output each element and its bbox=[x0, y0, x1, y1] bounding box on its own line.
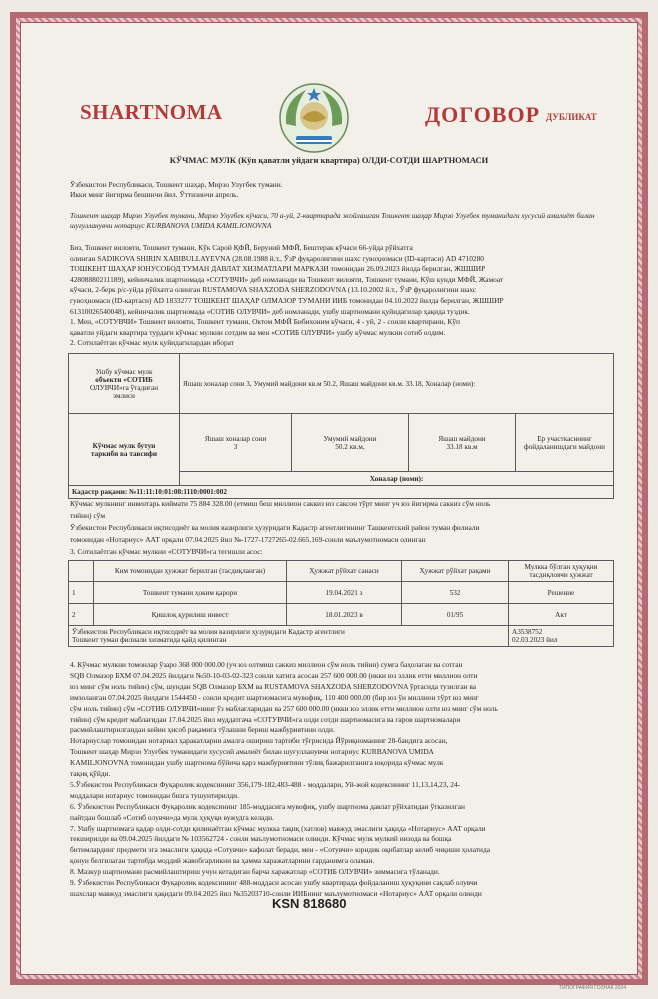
uzbekistan-emblem-icon bbox=[276, 80, 352, 156]
text-line: сўм ноль тийин) сўм «СОТИБ ОЛУВЧИ»нинг ўз маблағларидан ва 257 600 000.00 (икки юз эллик етти миллион олти юз минг сўм ноль bbox=[70, 703, 498, 713]
text-line: 9. Ўзбекистон Республикаси Фуқаролик кодексининг 488-моддаси асосан ушбу квартирада фойдаланиш ҳуқуқини сақлаб олувчи bbox=[70, 878, 478, 887]
title-latin: SHARTNOMA bbox=[80, 100, 223, 124]
text-line: 6. Ўзбекистон Республикаси Фуқаролик кодексининг 185-моддасига мувофиқ, ушбу шартнома давлат рўйхатидан ўтказилган bbox=[70, 801, 465, 811]
text-line: юз минг сўм ноль тийин) сўм, шундан SQB Олмазор БХМ ва RUSTAMOVA SHAXZODA SHERZODOVNA ўртасида тузилган ва bbox=[70, 681, 477, 691]
text-line: 5.Ўзбекистон Республикаси Фуқаролик кодексининг 356,179-182,483-488 - моддалари, Уй-жой кодексининг 11,13,14,23, 24- bbox=[70, 779, 461, 789]
basis-footer-row: Ўзбекистон Республикаси иқтисодиёт ва молия вазирлиги ҳузуридаги Кадастр агентлиги Тошкент туман филиали хизматида қайд қилинган A3538752 02.03.2023 йил bbox=[69, 626, 614, 647]
text-line: моддалари нотариус томонидан бизга тушунтирилди. bbox=[70, 790, 239, 800]
object-label-cell: Ушбу кўчмас мулк объекти «СОТИБ ОЛУВЧИ»га ўтадиган эмлиси bbox=[69, 354, 180, 414]
cadastre-number: Кадастр рақами: №11:11:10:01:08:1110:0001:002 bbox=[69, 486, 614, 499]
text-line: 4. Кўчмас мулкни томонлар ўзаро 368 000 000.00 (уч юз олтмиш саккиз миллион сўм ноль тийин) сумга баҳолаган ва сотган bbox=[70, 660, 463, 669]
text-line: 8. Мазкур шартномани расмийлаштириш учун кетадиган барча харажатлар «СОТИБ ОЛУВЧИ» зиммасига тўланади. bbox=[70, 867, 440, 877]
rooms-cell: Яшаш хоналар сони 3 bbox=[180, 414, 292, 472]
text-line: Кўчмас мулкнинг инвентарь киймати 75 884 328.00 (етмиш беш миллион саккиз юз саксон тўрт минг уч юз йигирма саккиз сўм ноль bbox=[70, 499, 491, 508]
intro-date: Икки минг йигирма бешинчи йил. Ўттизинчи апрель. bbox=[70, 190, 239, 199]
rooms-names: Хоналар (номи): bbox=[180, 472, 614, 486]
text-line: Ўзбекистон Республикаси иқтисодиёт ва молия вазирлиги ҳузуридаги Кадастр агентлигининг Ташкентский район туман филиали bbox=[70, 523, 480, 532]
text-line: текширилди ва 09.04.2025 йилдаги № 103562724 - сонли маълумотномаси олинди. Кўчмас мулк мулкий низода ва бошқа bbox=[70, 834, 452, 844]
text-line: қонун белгилаган тартибда моддий жавобгарликни ва ҳамма харажатларини гарданимга оламан. bbox=[70, 856, 375, 866]
basis-table bbox=[68, 560, 614, 647]
basis-header: Мулкка бўлган ҳуқуқни тасдиқловчи ҳужжат bbox=[509, 561, 614, 582]
text-line: 42808880211189), кейинчалик шартномада «СОТУВЧИ» деб номланади ва Тошкент вилояти, Тошкент тумани, Кўш кунди МФЙ, Жамоат bbox=[70, 274, 504, 284]
basis-header-num bbox=[69, 561, 94, 582]
text-line: шахслар мавжуд эмаслиги ҳақидаги 09.04.2025 йил №35203710-сонли ИИБнинг маълумотномаси «Нотариус» ААТ орқали олинди bbox=[70, 888, 482, 898]
total-area-cell: Умумий майдони 50.2 кв.м, bbox=[292, 414, 409, 472]
intro-place: Ўзбекистон Республикаси, Тошкент шаҳар, Мирзо Улуғбек тумани. bbox=[70, 180, 283, 189]
document-title: КЎЧМАС МУЛК (Кўп қаватли уйдаги квартира) ОЛДИ-СОТДИ ШАРТНОМАСИ bbox=[169, 155, 489, 165]
basis-header: Ҳужжат рўйхат санаси bbox=[287, 561, 402, 582]
text-line: битимлардинг предмети эга эмаслиги ҳақида «Сотувчи» кафолат беради, мен - «Сотувчи» юридик оқибатлар келиб чиқиши ҳолатида bbox=[70, 845, 491, 855]
title-cyrillic: ДОГОВОР bbox=[425, 102, 541, 127]
text-line: SQB Олмазор БХМ 07.04.2025 йилдаги №50-10-03-02-323 сонли хатига асосан 257 600 000.00 (икки юз эллик етти миллион олти bbox=[70, 670, 478, 680]
text-line: ТОШКЕНТ ШАҲАР ЮНУСОБОД ТУМАН ДАВЛАТ ХИЗМАТЛАРИ МАРКАЗИ томонидан 26.09.2023 йилда берилган, ЖШШИР bbox=[70, 264, 486, 274]
basis-header: Ким томонидан ҳужжат берилган (тасдиқланган) bbox=[94, 561, 287, 582]
text-line: Биз, Тошкент вилояти, Тошкент тумани, Кўк Сарой ҚФЙ, Беруний МФЙ, Бештерак кўчаси 66-уйда рўйхатга bbox=[70, 243, 413, 252]
text-line: томонидан «Нотариус» ААТ орқали 07.04.2025 йил №-1727-1727265-02.665.169-сонли маълумотномаси олинган bbox=[70, 535, 426, 544]
living-area-cell: Яшаш майдони 33.18 кв.м bbox=[409, 414, 516, 472]
text-line: KAMILJONOVNA томонидан ушбу шартнома бўйича қарз мажбуриятини тўлиқ бажарилганига юқорида кўчмас мулк bbox=[70, 758, 444, 768]
object-value: Яшаш хоналар сони 3, Умумий майдони кв.м 50.2, Яшаш майдони кв.м. 33.18, Хоналар (номи): bbox=[180, 354, 614, 414]
text-line: Нотариуслар томонидан нотариал ҳаракатларни амалга ошириш тартиби тўғрисида Йўриқноманинг 28-бандига асосан, bbox=[70, 736, 448, 746]
text-line: 1. Мен, «СОТУВЧИ» Тошкент вилояти, Тошкент тумани, Октом МФЙ Бибихоним кўчаси, 4 - уй, 2 - сонли квартирани, Кўп bbox=[70, 317, 460, 327]
text-line: гувоҳномаси (ID-картаси) AD 1833277 ТОШКЕНТ ШАҲАР ОЛМАЗОР ТУМАНИ ИИБ томонидан 04.10.2022 йилда берилган, ЖШШИР bbox=[70, 296, 504, 305]
land-area-cell: Ер участкасининг фойдаланишдаги майдони bbox=[516, 414, 614, 472]
document-header bbox=[38, 86, 620, 166]
text-line: 2. Сотилаётган кўчмас мулк қуйидагилардан иборат bbox=[70, 338, 234, 348]
text-line: имзоланган 07.04.2025 йилдаги 1544450 - сонли кредит шартномасига мувофиқ, 110 400 000.00 (бир юз ўн миллион тўрт юз минг bbox=[70, 692, 479, 702]
text-line: 61310026540048), кейинчалик шартномада «СОТИБ ОЛУВЧИ» деб номланади, ушбу шартномани қуйидагилар ҳақида туздик. bbox=[70, 306, 470, 316]
text-line: 3. Сотилаётган кўчмас мулкни «СОТУВЧИ»га тегишли асос: bbox=[70, 547, 263, 556]
text-line: кўчаси, 2-берк р/с-уйда рўйхатга олинган RUSTAMOVA SHAXZODA SHERZODOVNA (13.10.2002 й.т., ЎзР фуқаролигини шахс bbox=[70, 285, 477, 295]
table-row: 2 Қишлоқ қурилиш инвест 18.01.2023 в 01/95 Акт bbox=[69, 604, 614, 626]
table-row: 1 Тошкент тумани ҳоким қарори 19.04.2021 з 532 Решение bbox=[69, 582, 614, 604]
text-line: олинган SADIKOVA SHIRIN XABIBULLAYEVNA (28.08.1988 й.т., ЎзР фуқаролигини шахс гувоҳномаси (ID-картаси) AD 4710280 bbox=[70, 253, 484, 263]
serial-number: KSN 818680 bbox=[272, 896, 347, 911]
text-line: тақиқ қўйди. bbox=[70, 769, 111, 778]
text-line: расмийлаштирилгандан кейин ҳисоб рақамига тўлашни бериш мажбуриятини олди. bbox=[70, 725, 335, 735]
basis-header: Ҳужжат рўйхат рақами bbox=[402, 561, 509, 582]
structure-label-cell: Кўчмас мулк бутун таркиби ва тавсифи bbox=[69, 414, 180, 486]
text-line: Тошкент шаҳар Мирзо Улуғбек туманидаги хусусий амалиёт билан шуғулланувчи нотариус KURBANOVA UMIDA bbox=[70, 747, 434, 757]
text-line: 7. Ушбу шартномага қадар олди-сотди қилинаётган кўчмас мулкка тақиқ (хатлов) мавжуд эмаслиги ҳақида «Нотариус» ААТ орқали bbox=[70, 823, 486, 833]
print-footer: ТИПОГРАФИЯ ГОЗНАК 2024 bbox=[558, 985, 626, 991]
text-line: тийин) сўм кредит маблағидан 17.04.2025 йил муддатгача «СОТУВЧИ»га олди сотди шартномасига ва гаров шартномалари bbox=[70, 714, 461, 724]
text-line: қаватли уйдаги квартира турдаги кўчмас мулкни сотдим ва мен «СОТИБ ОЛУВЧИ» ушбу кўчмас мулкни сотиб олдим. bbox=[70, 327, 446, 337]
text-line: пайтдан бошлаб «Сотиб олувчи»да мулк ҳуқуқи вужудга келади. bbox=[70, 812, 274, 822]
duplicate-label: ДУБЛИКАТ bbox=[546, 112, 597, 122]
intro-notary: Тошкент шаҳар Мирзо Улуғбек тумани, Мирзо Улуғбек кўчаси, 70 а-уй, 2-квартирада жойлашган Тошкент шаҳар Мирзо Улуғбек туманидаги хусусий амалиёт билан шуғулланувчи нотариус KURBANOVA UMIDA KAMILJONOVNA bbox=[70, 211, 595, 230]
property-table bbox=[68, 353, 614, 499]
text-line: тийин) сўм bbox=[70, 511, 106, 520]
